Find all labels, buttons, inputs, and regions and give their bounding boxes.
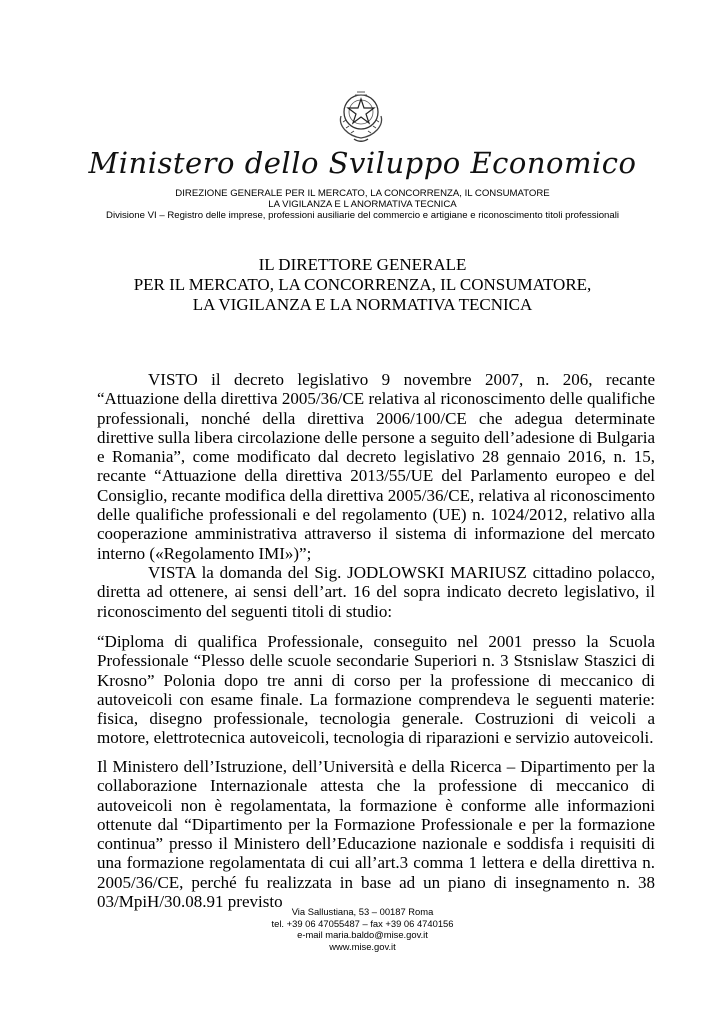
department-line-3: Divisione VI – Registro delle imprese, professioni ausiliarie del commercio e artigiane e riconoscimento titoli professionali [106,210,619,221]
body-paragraph-visto [97,370,655,563]
department-line-1: DIREZIONE GENERALE PER IL MERCATO, LA CONCORRENZA, IL CONSUMATORE [175,188,550,199]
italian-republic-emblem-icon [334,86,388,144]
body-paragraph-vista [97,563,655,621]
footer-website: www.mise.gov.it [329,940,396,952]
director-line-3: LA VIGILANZA E LA NORMATIVA TECNICA [192,295,533,314]
body-paragraph-diploma [97,632,655,748]
footer-address: Via Sallustiana, 53 – 00187 Roma [291,906,434,917]
director-line-1: IL DIRETTORE GENERALE [258,255,467,274]
footer-email: e-mail maria.baldo@mise.gov.it [297,929,428,940]
department-header [0,188,725,221]
body-paragraph-ministero [97,757,655,911]
ministry-title: Ministero dello Sviluppo Economico [88,146,637,180]
footer-phone: tel. +39 06 47055487 – fax +39 06 4740156 [271,917,454,929]
paragraph-text: VISTO il decreto legislativo 9 novembre 2007, n. 206, recante “Attuazione della direttiva 2005/36/CE relativa al riconoscimento delle qualifiche professionali, nonché della direttiva 2006/100/CE che adegua determinate direttive sulla libera circolazione delle persone a seguito dell’adesione di Bulgaria e Romania”, come modificato dal decreto legislativo 28 gennaio 2016, n. 15, recante “Attuazione della direttiva 2013/55/UE del Parlamento europeo e del Consiglio, recante modifica della direttiva 2005/36/CE, relativa al riconoscimento delle qualifiche professionali e del regolamento (UE) n. 1024/2012, relativo alla cooperazione amministrativa attraverso il sistema di informazione del mercato interno («Regolamento IMI»)”; [97,370,656,563]
paragraph-text: VISTA la domanda del Sig. JODLOWSKI MARIUSZ cittadino polacco, diretta ad ottenere, ai sensi dell’art. 16 del sopra indicato decreto legislativo, il riconoscimento del seguenti titoli di studio: [97,563,655,621]
director-heading [0,255,725,315]
paragraph-text: “Diploma di qualifica Professionale, conseguito nel 2001 presso la Scuola Professionale “Plesso delle scuole secondarie Superiori n. 3 Stsnislaw Staszici di Krosno” Polonia dopo tre anni di corso per la professione di meccanico di autoveicoli con esame finale. La formazione comprendeva le seguenti materie: fisica, disegno professionale, tecnologia generale. Costruzioni di veicoli a motore, elettrotecnica autoveicoli, tecnologia di riparazioni e servizio autoveicoli. [97,632,655,748]
department-line-2: LA VIGILANZA E L ANORMATIVA TECNICA [268,199,457,210]
paragraph-text: Il Ministero dell’Istruzione, dell’Università e della Ricerca – Dipartimento per la collaborazione Internazionale attesta che la professione di meccanico di autoveicoli non è regolamentata, la formazione è conforme alle informazioni ottenute dal “Dipartimento per la Formazione Professionale e per la formazione continua” presso il Ministero dell’Educazione nazionale e soddisfa i requisiti di una formazione regolamentata di cui all’art.3 comma 1 lettera e della direttiva n. 2005/36/CE, perché fu realizzata in base ad un piano di insegnamento n. 38 03/MpiH/30.08.91 previsto [97,757,655,912]
director-line-2: PER IL MERCATO, LA CONCORRENZA, IL CONSUMATORE, [133,275,592,294]
footer-contacts [0,906,725,952]
